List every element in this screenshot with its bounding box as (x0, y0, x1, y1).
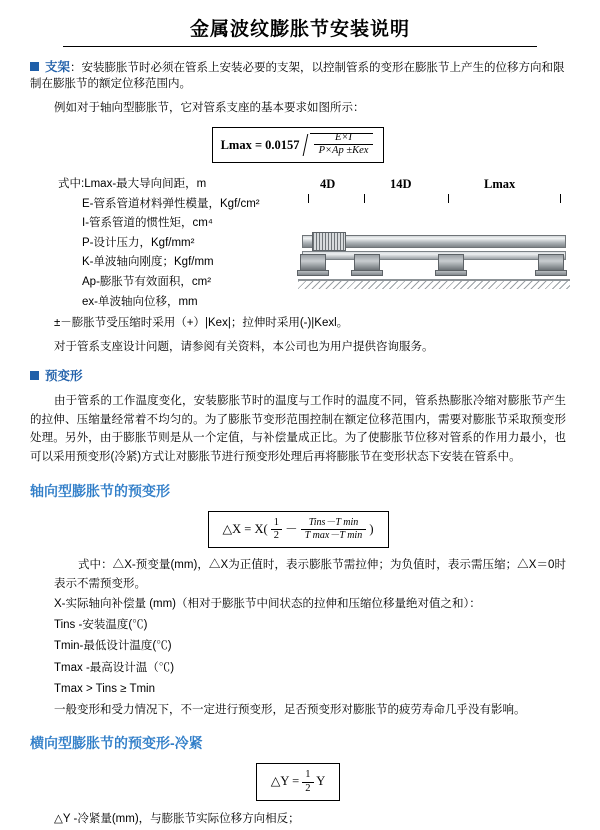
definition-item: ex-单波轴向位移，mm (82, 295, 198, 308)
formula-lmax-lhs: Lmax = 0.0157 (220, 137, 300, 152)
formula-lateral-box (256, 763, 340, 801)
pipe-support (300, 254, 326, 271)
pipe-support (354, 254, 380, 271)
section-heading-brackets (30, 57, 566, 91)
formula-lmax (30, 127, 566, 164)
formula-axial-predeformation (30, 511, 566, 549)
diagram-label-lmax: Lmax (484, 177, 516, 192)
section-label-predeformation: 预变形 (45, 369, 83, 384)
section-brackets-closing: 对于管系支座设计问题，请参阅有关资料，本公司也为用户提供咨询服务。 (54, 340, 434, 353)
formula-lateral-half-num: 1 (302, 769, 313, 782)
lateral-note-line: △Y -冷紧量(mm)，与膨胀节实际位移方向相反； (54, 813, 300, 826)
bullet-square-icon (30, 371, 39, 380)
dimension-tick (448, 194, 449, 203)
formula-axial-temp-fraction (301, 517, 366, 542)
formula-lmax-fraction (314, 132, 374, 159)
title-underline (63, 45, 537, 47)
definition-item: E-管系管道材料弹性模量，Kgf/cm² (82, 197, 260, 210)
definition-item: P-设计压力，Kgf/mm² (82, 236, 195, 249)
document-page (0, 14, 600, 826)
formula-lmax-box (212, 127, 385, 164)
definition-item: I-管系管道的惯性矩，cm⁴ (82, 217, 213, 230)
page-title: 金属波纹膨胀节安装说明 (189, 19, 410, 40)
definition-sublist (58, 195, 292, 312)
support-spacing-diagram (298, 177, 570, 295)
dimension-tick (364, 194, 365, 203)
section-predeformation-paragraph: 由于管系的工作温度变化，安装膨胀节时的温度与工作时的温度不同，管系热膨胀冷缩对膨胀节产生的拉伸、压缩量经常着不均匀的。为了膨胀节变形范围控制在额定位移范围内，需要对膨胀节采取预变形处理。另外，由于膨胀节则是从一个定值，与补偿量成正比。为了使膨胀节位移对管系的作用力最小，也可以采用预变形(冷紧)方式让对膨胀节进行预变形处理后再将膨胀节在变形状态下安装在管系中。 (30, 395, 566, 464)
subheading-axial-predeformation: 轴向型膨胀节的预变形 (30, 482, 170, 499)
definitions-list (58, 175, 292, 312)
formula-axial-half (271, 517, 282, 543)
diagram-label-4d: 4D (320, 177, 336, 192)
diagram-label-14d: 14D (390, 177, 412, 192)
definition-plusminus: ±－膨胀节受压缩时采用（+）|Kex|；拉伸时采用(-)|Kexl。 (54, 317, 349, 330)
definition-item: K-单波轴向刚度；Kgf/mm (82, 256, 214, 269)
document-body (0, 57, 600, 830)
formula-axial-half-num: 1 (271, 517, 282, 530)
dimension-tick (308, 194, 309, 203)
axial-note-line-1: 式中：△X-预变量(mm)，△X为正值时，表示膨胀节需拉伸；为负值时，表示需压缩；△X＝0时表示不需预变形。 (54, 559, 566, 591)
definition-plusminus-wrap (30, 314, 566, 334)
formula-lateral-half (302, 769, 313, 795)
section-brackets-example: 例如对于轴向型膨胀节，它对管系支座的基本要求如图所示： (54, 102, 365, 114)
formula-lateral-lhs: △Y = (270, 774, 300, 789)
formula-lmax-numerator: E×I (314, 132, 374, 146)
pipe-support (538, 254, 564, 271)
formula-lateral-half-den: 2 (305, 782, 311, 794)
section-heading-predeformation (30, 366, 566, 384)
dimension-tick (560, 194, 561, 203)
axial-note-line-2: X-实际轴向补偿量 (mm)（相对于膨胀节中间状态的拉伸和压缩位移量绝对值之和）： (54, 597, 481, 610)
formula-axial-temp-num: Tins－T min (301, 517, 366, 530)
formula-lateral-rhs: Y (316, 774, 326, 789)
diagram-column (298, 169, 570, 295)
axial-note-line-5: Tmax -最高设计温（℃) (54, 661, 175, 674)
formula-axial-rhs: ) (369, 521, 374, 536)
formula-axial-minus: － (285, 521, 298, 536)
axial-note-line-7: 一般变形和受力情况下，不一定进行预变形，足否预变形对膨胀节的疲劳寿命几乎没有影响。 (54, 704, 526, 717)
definitions-column (30, 169, 292, 312)
section-label-brackets: 支架 (45, 60, 71, 74)
diagram-pipe-assembly (298, 205, 570, 289)
formula-lateral-coldpull (30, 763, 566, 801)
pipe-lower (302, 251, 566, 260)
formula-lmax-denominator: P×Ap ±Kex (318, 145, 369, 157)
formula-axial-half-den: 2 (273, 530, 280, 542)
ground-hatching (298, 281, 570, 289)
formula-axial-lhs: △X = X( (222, 521, 268, 536)
axial-note-line-3: Tins -安装温度(℃) (54, 618, 148, 631)
pipe-support (438, 254, 464, 271)
axial-note-line-6: Tmax > Tins ≥ Tmin (54, 682, 155, 695)
definition-item: 式中:Lmax-最大导向间距，m (58, 178, 207, 191)
diagram-dimension-labels (298, 177, 570, 194)
definition-item: Ap-膨胀节有效面积，cm² (82, 275, 212, 288)
defs-and-diagram (30, 169, 566, 312)
bellows-expansion-joint (312, 232, 346, 251)
section-brackets-paragraph: ：安装膨胀节时必须在管系上安装必要的支架，以控制管系的变形在膨胀节上产生的位移方向和限制在膨胀节的额定位移范围内。 (30, 62, 565, 90)
bullet-square-icon (30, 62, 39, 71)
axial-note-line-4: Tmin-最低设计温度(℃) (54, 640, 172, 653)
diagram-dimension-ticks (298, 194, 570, 204)
sqrt-icon (303, 132, 374, 159)
formula-axial-box (208, 511, 389, 549)
formula-axial-temp-den: T max－T min (304, 530, 363, 542)
subheading-lateral-predeformation: 横向型膨胀节的预变形-冷紧 (30, 735, 203, 752)
